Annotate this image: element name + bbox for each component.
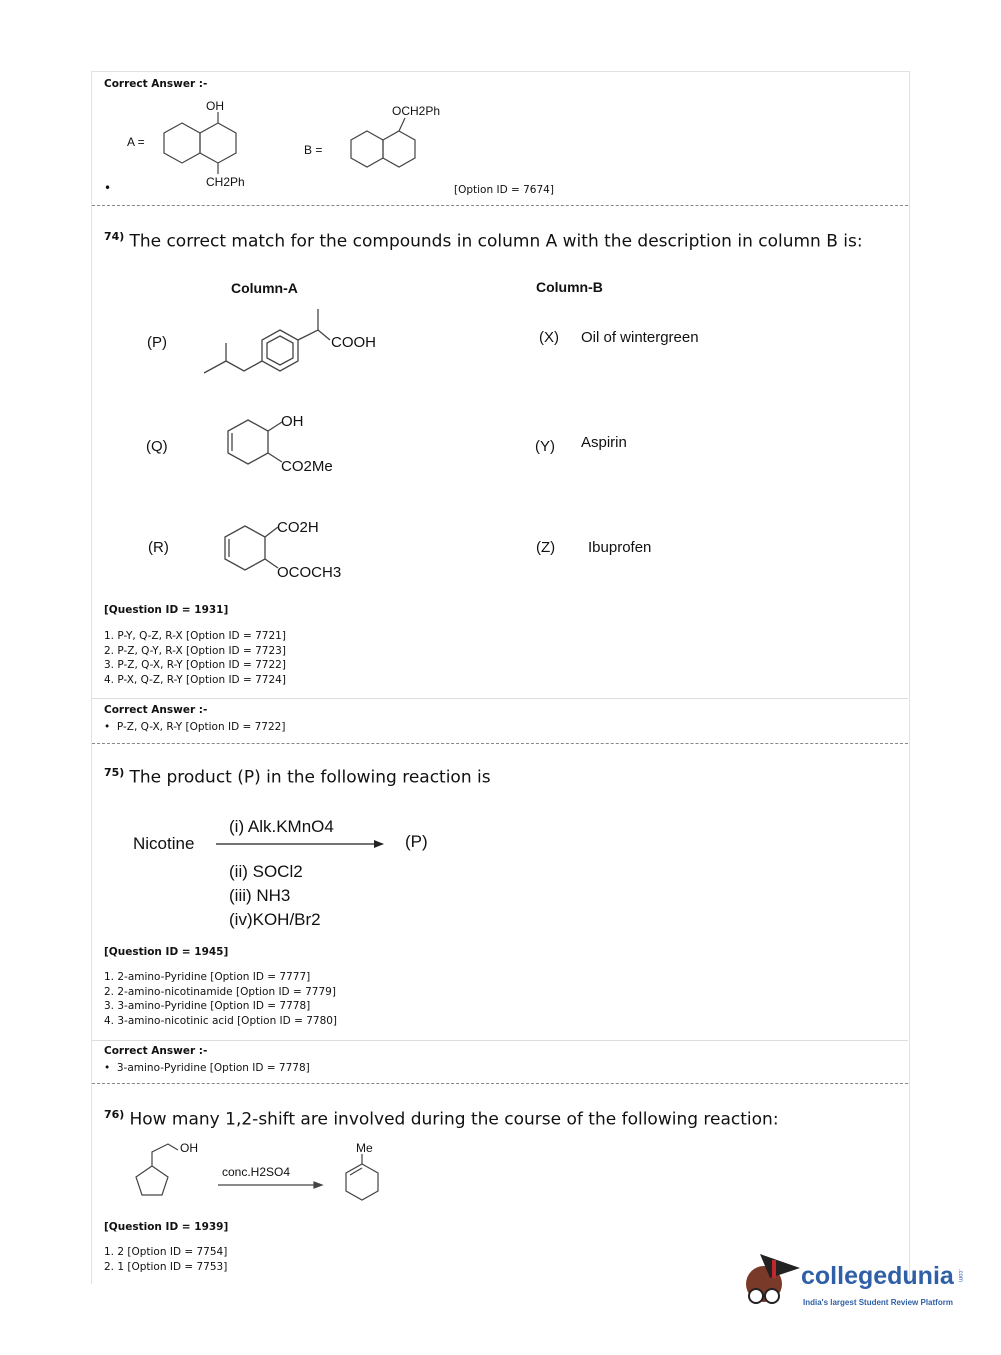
logo-tld: .com	[956, 1269, 963, 1283]
divider	[92, 205, 908, 206]
product: (P)	[405, 832, 428, 851]
r-ococh3: OCOCH3	[277, 564, 342, 581]
option: 1. 2-amino-Pyridine [Option ID = 7777]	[104, 971, 311, 983]
mascot-icon	[742, 1248, 802, 1316]
logo-tagline: India's largest Student Review Platform	[803, 1298, 953, 1307]
key-y: (Y)	[535, 438, 555, 455]
option: 1. 2 [Option ID = 7754]	[104, 1246, 228, 1258]
b-och2ph: OCH2Ph	[392, 104, 441, 118]
reactant: Nicotine	[133, 834, 195, 853]
question-id: [Question ID = 1931]	[104, 604, 229, 616]
correct-answer: • 3-amino-Pyridine [Option ID = 7778]	[104, 1062, 310, 1074]
divider	[92, 743, 908, 744]
divider	[92, 1040, 908, 1041]
option: 2. P-Z, Q-Y, R-X [Option ID = 7723]	[104, 644, 286, 657]
options-list	[104, 629, 286, 687]
question-74: $^{74)}$ The correct match for the compounds in column A with the description in column B is:	[104, 230, 863, 252]
option: 4. 3-amino-nicotinic acid [Option ID = 7780]	[104, 1014, 338, 1027]
reaction-arrow	[216, 838, 388, 850]
option: 3. 3-amino-Pyridine [Option ID = 7778]	[104, 1000, 311, 1013]
reagent-4: (iv)KOH/Br2	[229, 910, 321, 929]
option-id: [Option ID = 7674]	[454, 184, 554, 196]
row-p-label: (P)	[147, 334, 167, 351]
option: 1. P-Y, Q-Z, R-X [Option ID = 7721]	[104, 630, 286, 642]
option: 3. P-Z, Q-X, R-Y [Option ID = 7722]	[104, 659, 286, 672]
desc-x: Oil of wintergreen	[581, 329, 699, 346]
oh-label: OH	[180, 1141, 198, 1155]
divider	[92, 698, 908, 699]
reaction-scheme	[130, 1140, 390, 1205]
options-list	[104, 970, 337, 1028]
column-a-header: Column-A	[231, 280, 298, 296]
a-oh: OH	[206, 99, 224, 113]
correct-answer: • P-Z, Q-X, R-Y [Option ID = 7722]	[104, 721, 286, 733]
reagent: conc.H2SO4	[222, 1165, 291, 1179]
label-b: B =	[304, 143, 323, 157]
reagent-1: (i) Alk.KMnO4	[229, 817, 334, 836]
r-co2h: CO2H	[277, 519, 319, 536]
row-r-label: (R)	[148, 539, 169, 556]
desc-z: Ibuprofen	[588, 539, 652, 556]
bullet: •	[104, 181, 112, 195]
a-ch2ph: CH2Ph	[206, 175, 245, 189]
key-z: (Z)	[536, 539, 556, 556]
reagent-3: (iii) NH3	[229, 886, 291, 905]
correct-answer-label: Correct Answer :-	[104, 704, 208, 716]
question-id: [Question ID = 1945]	[104, 946, 229, 958]
column-b-header: Column-B	[536, 279, 603, 295]
option: 2. 2-amino-nicotinamide [Option ID = 7779]	[104, 985, 336, 998]
label-a: A =	[127, 135, 145, 149]
divider	[92, 1083, 908, 1084]
question-id: [Question ID = 1939]	[104, 1221, 229, 1233]
row-q-label: (Q)	[146, 438, 168, 455]
correct-answer-label: Correct Answer :-	[104, 78, 208, 90]
reagent-2: (ii) SOCl2	[229, 862, 303, 881]
logo-name: collegedunia	[801, 1262, 954, 1290]
column-a-structures	[200, 305, 340, 585]
q-co2me: CO2Me	[281, 458, 333, 475]
collegedunia-logo	[742, 1248, 997, 1318]
desc-y: Aspirin	[581, 434, 627, 451]
logo-wordmark	[801, 1262, 963, 1290]
options-list	[104, 1245, 227, 1274]
option: 4. P-X, Q-Z, R-Y [Option ID = 7724]	[104, 673, 286, 686]
option: 2. 1 [Option ID = 7753]	[104, 1260, 228, 1273]
me-label: Me	[356, 1141, 373, 1155]
question-76: $^{76)}$ How many 1,2-shift are involved during the course of the following reaction:	[104, 1108, 779, 1130]
key-x: (X)	[539, 329, 559, 346]
question-75: $^{75)}$ The product (P) in the following reaction is	[104, 766, 491, 788]
p-cooh: COOH	[331, 334, 376, 351]
q-oh: OH	[281, 413, 304, 430]
naphthalene-structures	[150, 110, 450, 180]
correct-answer-label: Correct Answer :-	[104, 1045, 208, 1057]
